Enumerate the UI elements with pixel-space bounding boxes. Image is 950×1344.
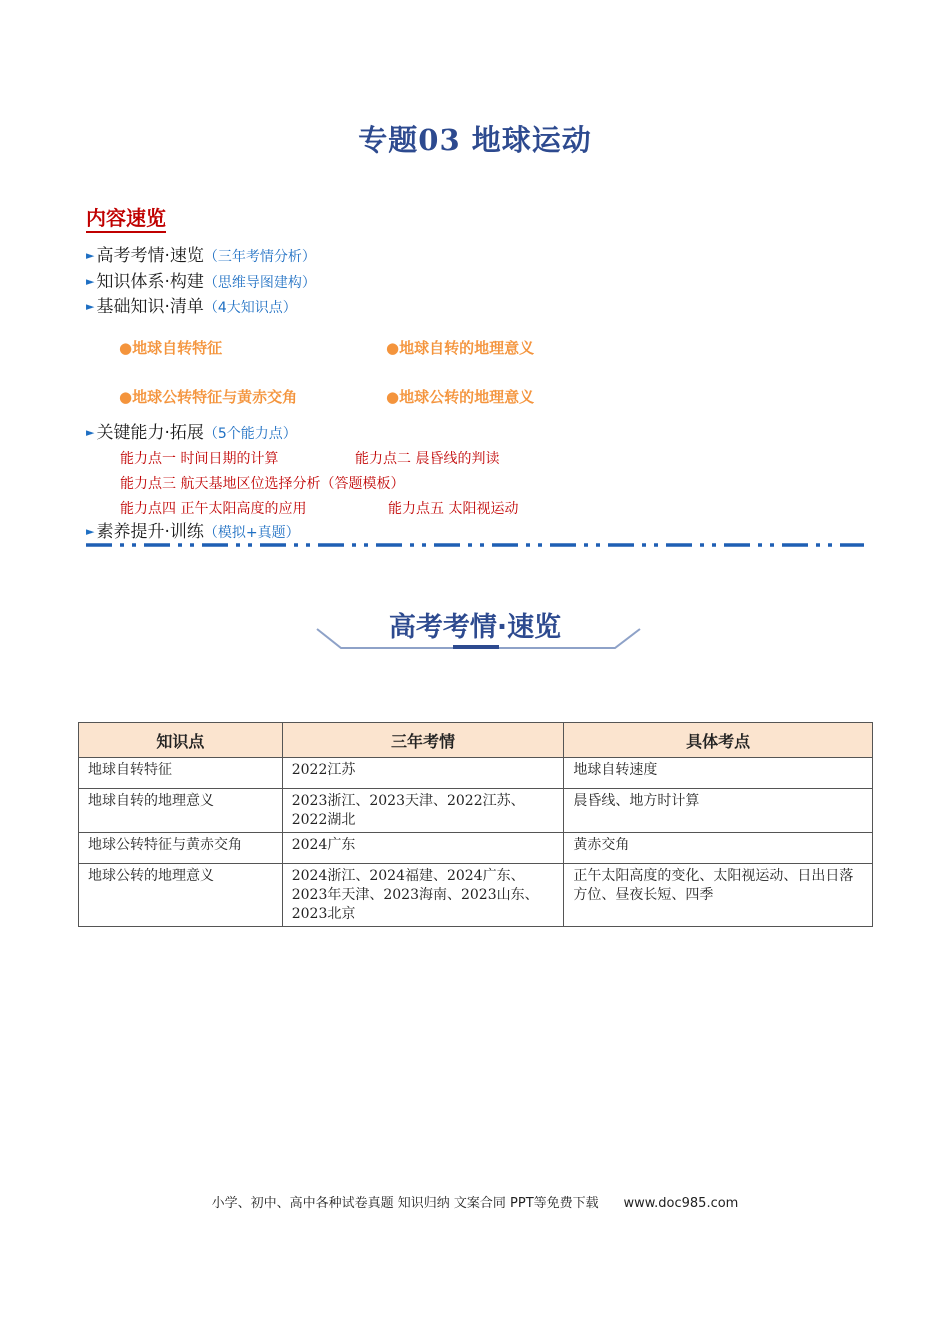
toc-item-exam-overview[interactable] [86,245,316,269]
ability-point-4: 能力点四 正午太阳高度的应用 [120,501,307,517]
page-title: 专题03 地球运动 [358,123,592,157]
knowledge-point-1: ●地球自转特征 [119,339,223,357]
table-header-row [79,723,873,758]
toc-label: 关键能力·拓展 [96,423,204,443]
toc-note: （思维导图建构） [203,275,316,291]
arrow-icon: ► [86,525,95,538]
toc-label: 高考考情·速览 [96,246,204,266]
table-cell: 2023浙江、2023天津、2022江苏、2022湖北 [282,789,564,833]
ability-point-5: 能力点五 太阳视运动 [388,501,519,517]
column-header: 三年考情 [282,723,564,758]
arrow-icon: ► [86,249,95,262]
table-cell: 2024浙江、2024福建、2024广东、2023年天津、2023海南、2023山东、2023北京 [282,864,564,927]
toc-item-key-ability[interactable] [86,422,297,446]
arrow-icon: ► [86,275,95,288]
knowledge-point-2: ●地球自转的地理意义 [386,339,535,357]
ability-point-2: 能力点二 晨昏线的判读 [355,451,500,467]
ability-point-1: 能力点一 时间日期的计算 [120,451,279,467]
toc-note: （三年考情分析） [203,249,316,265]
table-row [79,833,873,864]
toc-item-knowledge-system[interactable] [86,271,316,295]
toc-label: 素养提升·训练 [96,522,204,542]
toc-label: 知识体系·构建 [96,272,204,292]
column-header: 具体考点 [564,723,873,758]
contents-heading: 内容速览 [86,205,166,233]
table-cell: 晨昏线、地方时计算 [564,789,873,833]
column-header: 知识点 [79,723,283,758]
knowledge-point-3: ●地球公转特征与黄赤交角 [119,388,298,406]
arrow-icon: ► [86,300,95,313]
ability-point-3: 能力点三 航天基地区位选择分析（答题模板） [120,476,405,492]
knowledge-point-4: ●地球公转的地理意义 [386,388,535,406]
table-cell: 正午太阳高度的变化、太阳视运动、日出日落方位、昼夜长短、四季 [564,864,873,927]
table-cell: 地球公转的地理意义 [79,864,283,927]
exam-analysis-table [78,722,873,927]
table-cell: 地球自转的地理意义 [79,789,283,833]
table-row [79,758,873,789]
page-footer: 小学、初中、高中各种试卷真题 知识归纳 文案合同 PPT等免费下载 www.doc985.com [211,1196,739,1211]
toc-note: （模拟+真题） [203,525,300,541]
dash-dot-divider [86,542,864,548]
table-cell: 地球自转速度 [564,758,873,789]
toc-item-basic-knowledge[interactable] [86,296,297,320]
table-row [79,789,873,833]
banner-title: 高考考情·速览 [388,612,562,643]
table-cell: 地球公转特征与黄赤交角 [79,833,283,864]
toc-note: （5个能力点） [203,426,297,442]
table-cell: 黄赤交角 [564,833,873,864]
table-cell: 2022江苏 [282,758,564,789]
arrow-icon: ► [86,426,95,439]
table-cell: 地球自转特征 [79,758,283,789]
table-cell: 2024广东 [282,833,564,864]
toc-label: 基础知识·清单 [96,297,204,317]
table-row [79,864,873,927]
toc-note: （4大知识点） [203,300,297,316]
